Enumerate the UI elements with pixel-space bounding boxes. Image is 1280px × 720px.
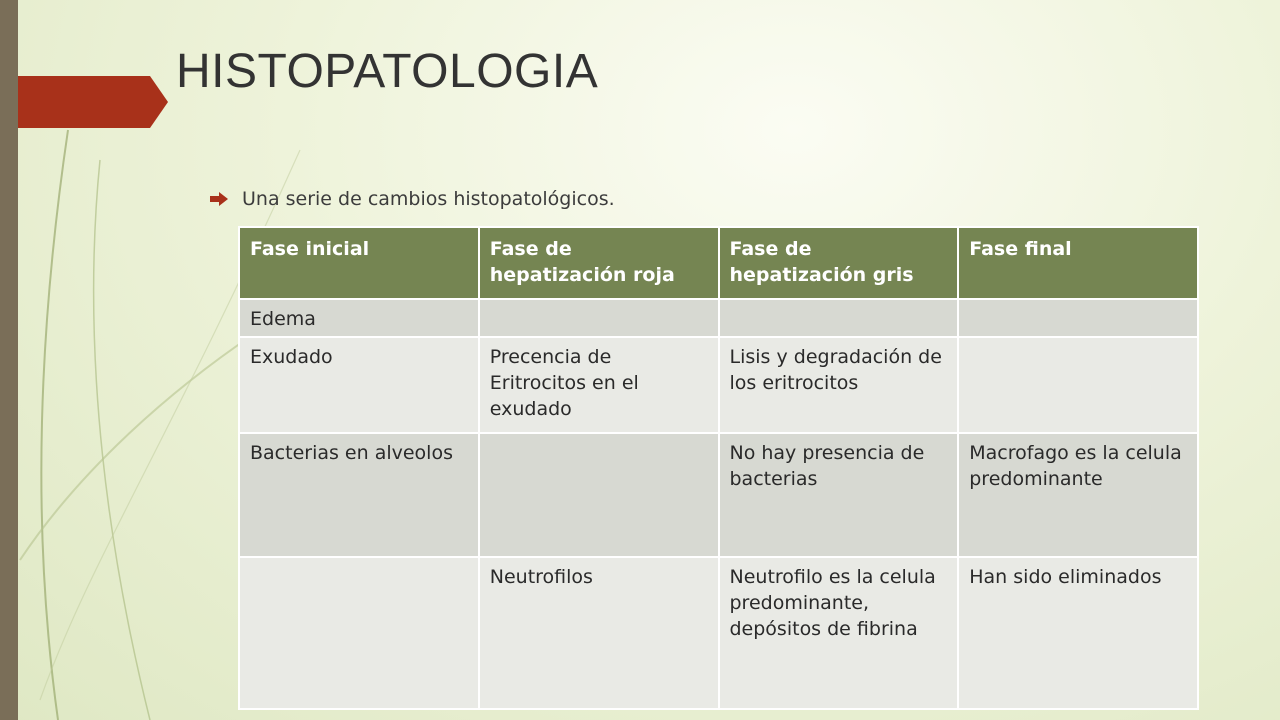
table-cell: Macrofago es la celula predominante (958, 433, 1198, 557)
table-cell: Han sido eliminados (958, 557, 1198, 709)
table-cell: Lisis y degradación de los eritrocitos (719, 337, 959, 433)
table-cell: Neutrofilo es la celula predominante, depósitos de fibrina (719, 557, 959, 709)
table-cell (958, 299, 1198, 337)
bullet-arrow-icon (210, 192, 228, 206)
table-row (239, 337, 1198, 433)
table-header-row (239, 227, 1198, 299)
bullet-text: Una serie de cambios histopatológicos. (242, 188, 615, 210)
title-accent-tab (18, 76, 168, 128)
table-cell: No hay presencia de bacterias (719, 433, 959, 557)
table-cell: Precencia de Eritrocitos en el exudado (479, 337, 719, 433)
table-cell: Bacterias en alveolos (239, 433, 479, 557)
bullet-item (210, 188, 615, 210)
table-cell: Edema (239, 299, 479, 337)
table-cell (239, 557, 479, 709)
header-fase-hepatizacion-gris: Fase de hepatización gris (719, 227, 959, 299)
table-cell: Exudado (239, 337, 479, 433)
table-cell (479, 433, 719, 557)
header-fase-final: Fase final (958, 227, 1198, 299)
table-cell: Neutrofilos (479, 557, 719, 709)
header-fase-inicial: Fase inicial (239, 227, 479, 299)
table-cell (719, 299, 959, 337)
table-row (239, 433, 1198, 557)
phases-table (238, 226, 1199, 710)
header-fase-hepatizacion-roja: Fase de hepatización roja (479, 227, 719, 299)
slide-title: HISTOPATOLOGIA (176, 45, 599, 98)
table-row (239, 299, 1198, 337)
table-cell (958, 337, 1198, 433)
table-cell (479, 299, 719, 337)
table-row (239, 557, 1198, 709)
